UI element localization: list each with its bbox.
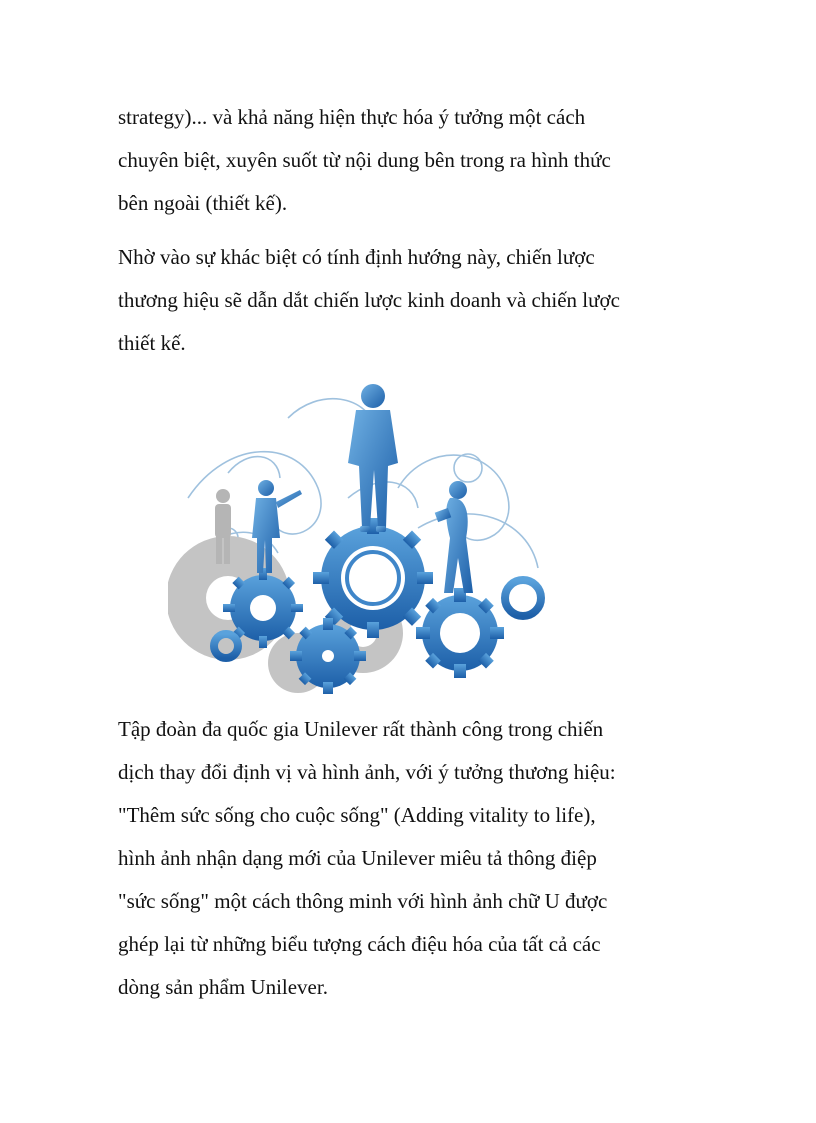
text-line: ghép lại từ những biểu tượng cách điệu hóa của tất cả các <box>118 932 601 956</box>
woman-silhouette <box>435 481 473 593</box>
text-line: dòng sản phẩm Unilever. <box>118 975 328 999</box>
text-line: hình ảnh nhận dạng mới của Unilever miêu tả thông điệp <box>118 846 597 870</box>
paragraph-unilever <box>118 708 718 1009</box>
business-team-on-gears-illustration <box>168 378 558 696</box>
text-line: Tập đoàn đa quốc gia Unilever rất thành công trong chiến <box>118 717 604 741</box>
text-line: strategy)... và khả năng hiện thực hóa ý tưởng một cách <box>118 105 586 129</box>
text-line: thiết kế. <box>118 331 186 355</box>
text-line: thương hiệu sẽ dẫn dắt chiến lược kinh doanh và chiến lược <box>118 288 620 312</box>
text-line: dịch thay đổi định vị và hình ảnh, với ý tưởng thương hiệu: <box>118 760 616 784</box>
paragraph-strategy <box>118 96 718 225</box>
text-line: chuyên biệt, xuyên suốt từ nội dung bên trong ra hình thức <box>118 148 611 172</box>
text-line: Nhờ vào sự khác biệt có tính định hướng này, chiến lược <box>118 245 595 269</box>
man-pointing-silhouette <box>252 480 302 573</box>
gears-illustration-svg <box>168 378 558 696</box>
paragraph-brand-strategy <box>118 236 718 365</box>
text-line: "sức sống" một cách thông minh với hình ảnh chữ U được <box>118 889 608 913</box>
text-line: bên ngoài (thiết kế). <box>118 191 288 215</box>
man-standing-silhouette <box>348 384 398 532</box>
text-line: "Thêm sức sống cho cuộc sống" (Adding vitality to life), <box>118 803 596 827</box>
